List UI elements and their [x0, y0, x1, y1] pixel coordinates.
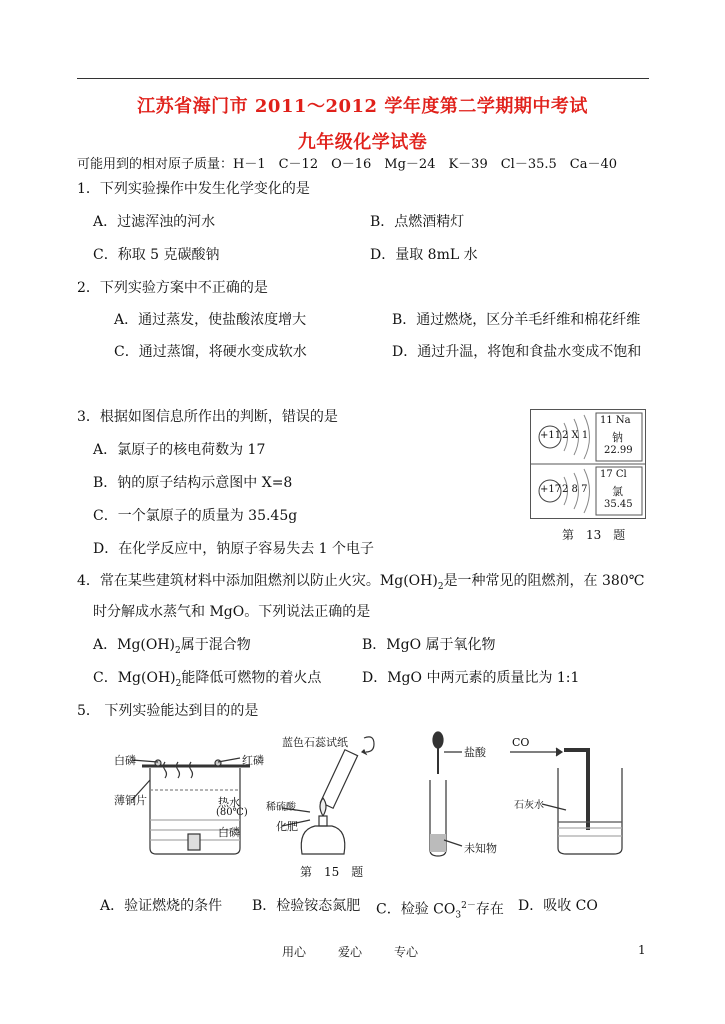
label-litmus-paper: 蓝色石蕊试纸 [282, 736, 348, 749]
q4-option-b: B．MgO 属于氧化物 [362, 637, 496, 653]
exam-subtitle: 九年级化学试卷 [297, 132, 428, 153]
q5-option-c [376, 897, 504, 924]
footer-left: 用心 [282, 945, 307, 959]
label-dilute-sulfuric-acid: 稀硫酸 [266, 802, 296, 813]
q3-option-a: A．氯原子的核电荷数为 17 [93, 442, 266, 458]
page-number: 1 [638, 943, 646, 957]
atomic-masses: 可能用到的相对原子质量：H－1 C－12 O－16 Mg－24 K－39 Cl－35.5 Ca－40 [77, 157, 618, 172]
q4-stem-line1 [77, 572, 644, 596]
label-white-phosphorus-2: 白磷 [218, 826, 240, 839]
fig-c-dropper-apparatus [430, 732, 462, 856]
label-limewater: 石灰水 [514, 800, 544, 811]
q5-option-d: D．吸收 CO [518, 898, 598, 914]
q5-option-b: B．检验铵态氮肥 [252, 898, 361, 914]
q4-subscript: 2 [437, 581, 444, 592]
q2-stem: 2．下列实验方案中不正确的是 [77, 280, 268, 296]
q3-option-b: B．钠的原子结构示意图中 X=8 [93, 475, 293, 491]
q4-option-d: D．MgO 中两元素的质量比为 1:1 [362, 670, 580, 686]
q2-option-c: C．通过蒸馏，将硬水变成软水 [114, 344, 307, 360]
q4-a-part-a: A．Mg(OH) [93, 637, 176, 653]
fig-b-burner-apparatus [282, 737, 374, 854]
q1-option-a: A．过滤浑浊的河水 [93, 214, 216, 230]
na-shells: 2 X 1 [562, 430, 589, 441]
label-fertilizer: 化肥 [276, 820, 298, 833]
q5-figure [110, 730, 630, 860]
q5-option-a: A．验证燃烧的条件 [100, 898, 223, 914]
q4-a-part-b: 属于混合物 [180, 637, 251, 653]
label-red-phosphorus: 红磷 [242, 754, 264, 767]
q5-figure-caption: 第 15 题 [300, 865, 364, 879]
q3-stem: 3．根据如图信息所作出的判断，错误的是 [77, 409, 338, 425]
q3-figure-caption: 第 13 题 [562, 528, 626, 542]
na-atomic-mass: 22.99 [604, 445, 633, 456]
q2-option-a: A．通过蒸发，使盐酸浓度增大 [114, 312, 307, 328]
q5-c-superscript: 2－ [461, 901, 476, 911]
q4-option-c [93, 669, 321, 693]
q5-stem: 5． 下列实验能达到目的的是 [77, 703, 259, 719]
q5-c-part-b: 存在 [475, 901, 504, 918]
label-hot-water: 热水 [218, 796, 240, 809]
q1-option-d: D．量取 8mL 水 [370, 247, 478, 263]
label-copper-sheet: 薄铜片 [114, 794, 147, 807]
exam-title: 江苏省海门市 2011～2012 学年度第二学期期中考试 [137, 96, 588, 117]
q4-a-subscript: 2 [175, 645, 181, 656]
q1-option-c: C．称取 5 克碳酸钠 [93, 247, 220, 263]
q4-c-part-a: C．Mg(OH) [93, 670, 176, 686]
label-hydrochloric-acid: 盐酸 [464, 746, 486, 759]
na-element-symbol: 11 Na [600, 415, 631, 426]
q4-c-part-b: 能降低可燃物的着火点 [181, 670, 322, 686]
label-co: CO [512, 736, 530, 749]
q2-option-d: D．通过升温，将饱和食盐水变成不饱和 [392, 344, 642, 360]
q3-option-d: D．在化学反应中，钠原子容易失去 1 个电子 [93, 541, 375, 557]
q1-stem: 1．下列实验操作中发生化学变化的是 [77, 181, 310, 197]
q3-figure [530, 409, 646, 519]
q4-stem-line2: 时分解成水蒸气和 MgO。下列说法正确的是 [93, 604, 371, 620]
q4-stem-part-a: 4．常在某些建筑材料中添加阻燃剂以防止火灾。Mg(OH) [77, 573, 438, 589]
cl-nucleus: +17 [540, 484, 562, 495]
q2-option-b: B．通过燃烧，区分羊毛纤维和棉花纤维 [392, 312, 641, 328]
label-unknown-substance: 未知物 [464, 842, 497, 855]
header-rule [77, 78, 649, 79]
q4-stem-part-b: 是一种常见的阻燃剂，在 380℃ [443, 573, 645, 589]
q3-option-c: C．一个氯原子的质量为 35.45g [93, 508, 298, 524]
na-nucleus: +11 [540, 430, 562, 441]
footer-mid: 爱心 [338, 945, 363, 959]
q4-option-a [93, 636, 251, 660]
cl-atomic-mass: 35.45 [604, 499, 633, 510]
na-element-name: 钠 [612, 431, 623, 444]
q5-c-subscript: 3 [455, 910, 462, 921]
q1-option-b: B．点燃酒精灯 [370, 214, 465, 230]
cl-element-name: 氯 [612, 485, 623, 498]
cl-shells: 2 8 7 [562, 484, 588, 495]
label-white-phosphorus: 白磷 [114, 754, 136, 767]
q5-c-part-a: C．检验 CO [376, 901, 456, 918]
footer-right: 专心 [394, 945, 419, 959]
label-temperature: (80℃) [216, 807, 248, 818]
q4-c-subscript: 2 [175, 678, 182, 689]
q5-figure-drawing [110, 730, 630, 860]
cl-element-symbol: 17 Cl [600, 469, 627, 480]
